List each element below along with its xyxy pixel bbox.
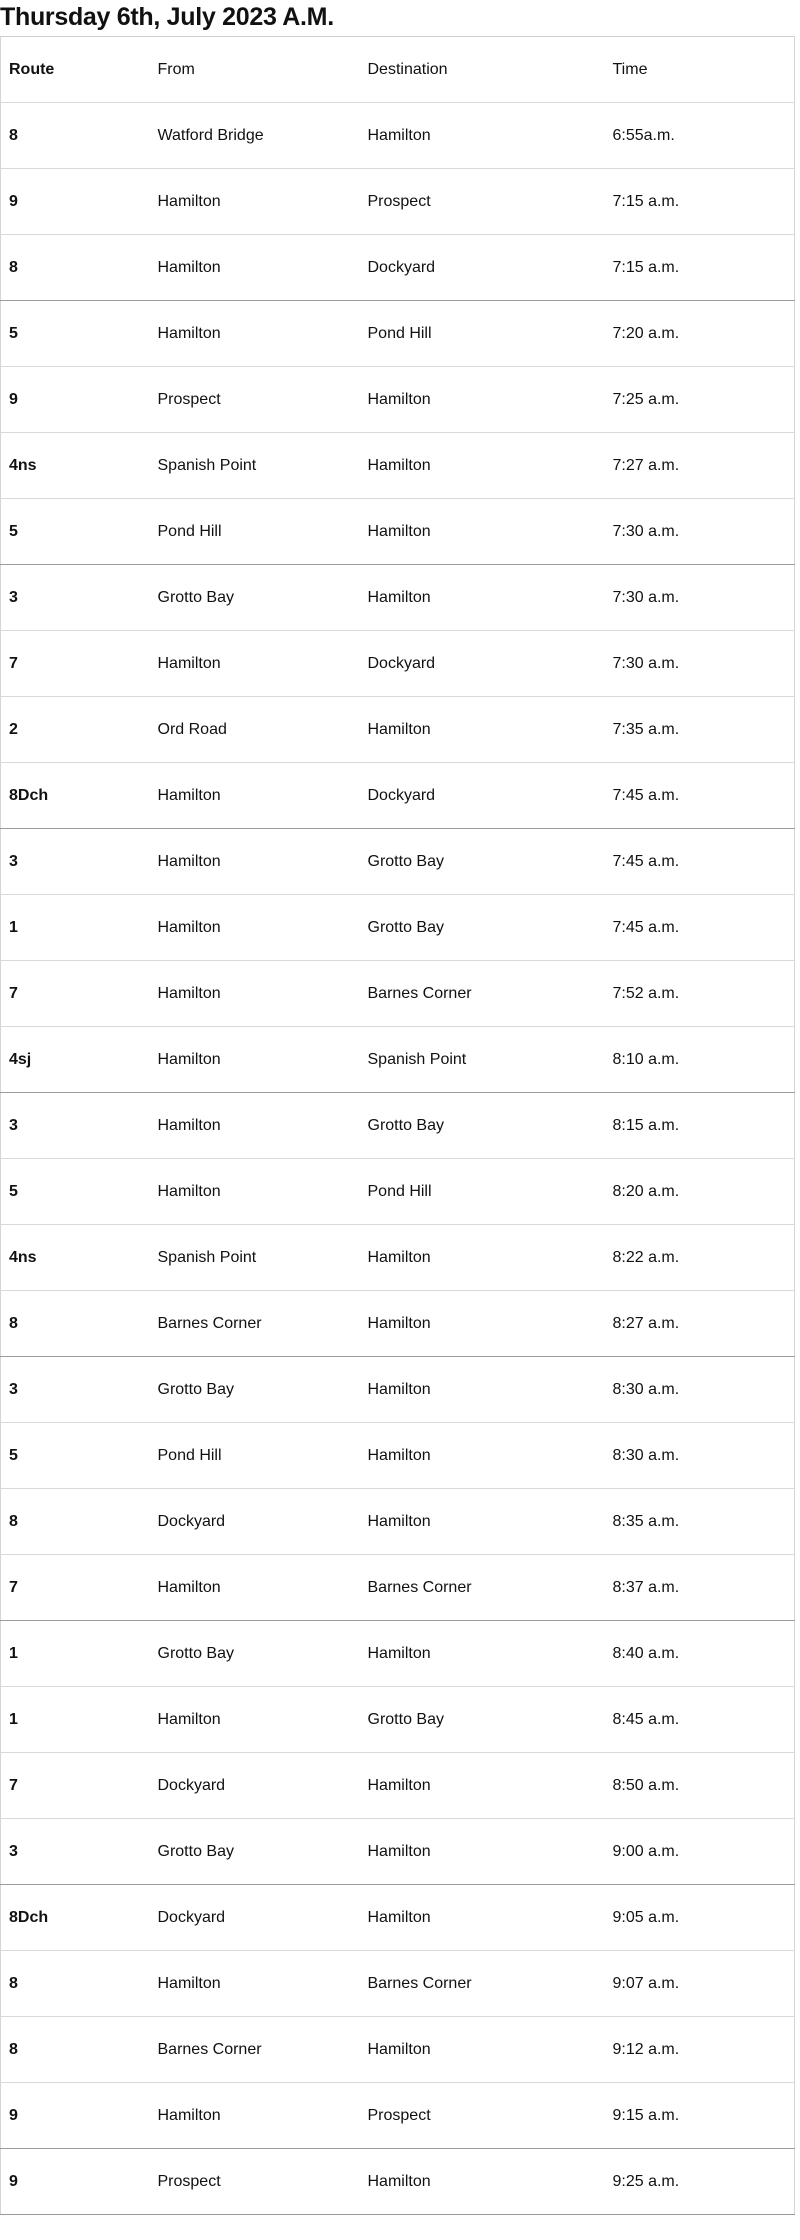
- table-row: [1, 961, 795, 1027]
- from-cell: Ord Road: [150, 697, 360, 763]
- from-cell: Hamilton: [150, 1159, 360, 1225]
- route-cell: 4ns: [1, 433, 150, 499]
- destination-cell: Hamilton: [360, 103, 605, 169]
- from-cell: Prospect: [150, 2149, 360, 2215]
- time-cell: 7:20 a.m.: [605, 301, 795, 367]
- time-cell: 7:15 a.m.: [605, 169, 795, 235]
- destination-cell: Grotto Bay: [360, 895, 605, 961]
- destination-cell: Barnes Corner: [360, 1555, 605, 1621]
- destination-cell: Hamilton: [360, 1753, 605, 1819]
- time-cell: 8:27 a.m.: [605, 1291, 795, 1357]
- table-row: [1, 1159, 795, 1225]
- table-row: [1, 895, 795, 961]
- time-cell: 7:25 a.m.: [605, 367, 795, 433]
- from-cell: Watford Bridge: [150, 103, 360, 169]
- route-cell: 4sj: [1, 1027, 150, 1093]
- destination-cell: Hamilton: [360, 1489, 605, 1555]
- time-cell: 8:40 a.m.: [605, 1621, 795, 1687]
- time-cell: 7:15 a.m.: [605, 235, 795, 301]
- table-row: [1, 169, 795, 235]
- route-cell: 8Dch: [1, 763, 150, 829]
- from-cell: Barnes Corner: [150, 2017, 360, 2083]
- from-cell: Dockyard: [150, 1489, 360, 1555]
- column-header-route: Route: [1, 37, 150, 103]
- table-row: [1, 367, 795, 433]
- table-row: [1, 763, 795, 829]
- table-row: [1, 1819, 795, 1885]
- table-row: [1, 2017, 795, 2083]
- destination-cell: Hamilton: [360, 697, 605, 763]
- from-cell: Hamilton: [150, 301, 360, 367]
- route-cell: 7: [1, 1753, 150, 1819]
- from-cell: Barnes Corner: [150, 1291, 360, 1357]
- time-cell: 7:27 a.m.: [605, 433, 795, 499]
- table-row: [1, 433, 795, 499]
- route-cell: 9: [1, 367, 150, 433]
- destination-cell: Grotto Bay: [360, 829, 605, 895]
- table-row: [1, 1951, 795, 2017]
- table-row: [1, 1291, 795, 1357]
- route-cell: 5: [1, 499, 150, 565]
- route-cell: 1: [1, 1621, 150, 1687]
- from-cell: Hamilton: [150, 1555, 360, 1621]
- destination-cell: Hamilton: [360, 2017, 605, 2083]
- from-cell: Pond Hill: [150, 1423, 360, 1489]
- destination-cell: Barnes Corner: [360, 1951, 605, 2017]
- time-cell: 8:20 a.m.: [605, 1159, 795, 1225]
- from-cell: Pond Hill: [150, 499, 360, 565]
- route-cell: 3: [1, 1357, 150, 1423]
- route-cell: 8: [1, 1489, 150, 1555]
- destination-cell: Hamilton: [360, 433, 605, 499]
- table-row: [1, 1489, 795, 1555]
- time-cell: 9:12 a.m.: [605, 2017, 795, 2083]
- time-cell: 9:05 a.m.: [605, 1885, 795, 1951]
- table-header-row: [1, 37, 795, 103]
- route-cell: 5: [1, 1159, 150, 1225]
- table-row: [1, 1093, 795, 1159]
- from-cell: Hamilton: [150, 631, 360, 697]
- table-row: [1, 2149, 795, 2215]
- time-cell: 7:30 a.m.: [605, 631, 795, 697]
- time-cell: 7:35 a.m.: [605, 697, 795, 763]
- destination-cell: Spanish Point: [360, 1027, 605, 1093]
- destination-cell: Hamilton: [360, 1819, 605, 1885]
- table-row: [1, 301, 795, 367]
- destination-cell: Hamilton: [360, 1423, 605, 1489]
- from-cell: Hamilton: [150, 961, 360, 1027]
- time-cell: 7:45 a.m.: [605, 895, 795, 961]
- route-cell: 1: [1, 1687, 150, 1753]
- time-cell: 7:30 a.m.: [605, 499, 795, 565]
- table-row: [1, 565, 795, 631]
- route-cell: 8: [1, 103, 150, 169]
- time-cell: 8:35 a.m.: [605, 1489, 795, 1555]
- route-cell: 5: [1, 1423, 150, 1489]
- page-title: Thursday 6th, July 2023 A.M.: [0, 3, 334, 31]
- from-cell: Dockyard: [150, 1885, 360, 1951]
- table-row: [1, 1555, 795, 1621]
- route-cell: 7: [1, 631, 150, 697]
- destination-cell: Grotto Bay: [360, 1687, 605, 1753]
- from-cell: Hamilton: [150, 169, 360, 235]
- destination-cell: Dockyard: [360, 235, 605, 301]
- from-cell: Hamilton: [150, 2083, 360, 2149]
- from-cell: Hamilton: [150, 1687, 360, 1753]
- destination-cell: Hamilton: [360, 1291, 605, 1357]
- time-cell: 9:25 a.m.: [605, 2149, 795, 2215]
- route-cell: 3: [1, 1093, 150, 1159]
- destination-cell: Hamilton: [360, 565, 605, 631]
- time-cell: 7:30 a.m.: [605, 565, 795, 631]
- table-row: [1, 1225, 795, 1291]
- from-cell: Hamilton: [150, 895, 360, 961]
- destination-cell: Hamilton: [360, 1225, 605, 1291]
- from-cell: Prospect: [150, 367, 360, 433]
- route-cell: 7: [1, 1555, 150, 1621]
- column-header-from: From: [150, 37, 360, 103]
- bus-schedule-table: [0, 36, 795, 2215]
- from-cell: Grotto Bay: [150, 1357, 360, 1423]
- route-cell: 8: [1, 235, 150, 301]
- time-cell: 8:30 a.m.: [605, 1423, 795, 1489]
- time-cell: 7:45 a.m.: [605, 763, 795, 829]
- table-row: [1, 1357, 795, 1423]
- time-cell: 8:22 a.m.: [605, 1225, 795, 1291]
- table-row: [1, 103, 795, 169]
- time-cell: 8:37 a.m.: [605, 1555, 795, 1621]
- route-cell: 9: [1, 2149, 150, 2215]
- table-row: [1, 235, 795, 301]
- destination-cell: Dockyard: [360, 631, 605, 697]
- destination-cell: Barnes Corner: [360, 961, 605, 1027]
- time-cell: 9:07 a.m.: [605, 1951, 795, 2017]
- time-cell: 8:15 a.m.: [605, 1093, 795, 1159]
- table-row: [1, 1885, 795, 1951]
- table-row: [1, 1753, 795, 1819]
- route-cell: 3: [1, 1819, 150, 1885]
- time-cell: 7:45 a.m.: [605, 829, 795, 895]
- table-row: [1, 829, 795, 895]
- from-cell: Hamilton: [150, 1951, 360, 2017]
- table-row: [1, 1027, 795, 1093]
- from-cell: Grotto Bay: [150, 1819, 360, 1885]
- table-row: [1, 1687, 795, 1753]
- from-cell: Spanish Point: [150, 433, 360, 499]
- route-cell: 8: [1, 2017, 150, 2083]
- route-cell: 8: [1, 1291, 150, 1357]
- route-cell: 3: [1, 565, 150, 631]
- time-cell: 9:00 a.m.: [605, 1819, 795, 1885]
- time-cell: 8:10 a.m.: [605, 1027, 795, 1093]
- from-cell: Dockyard: [150, 1753, 360, 1819]
- route-cell: 9: [1, 2083, 150, 2149]
- route-cell: 3: [1, 829, 150, 895]
- route-cell: 2: [1, 697, 150, 763]
- table-row: [1, 499, 795, 565]
- from-cell: Grotto Bay: [150, 565, 360, 631]
- table-row: [1, 2083, 795, 2149]
- table-row: [1, 697, 795, 763]
- route-cell: 1: [1, 895, 150, 961]
- table-row: [1, 1423, 795, 1489]
- from-cell: Hamilton: [150, 1093, 360, 1159]
- destination-cell: Hamilton: [360, 499, 605, 565]
- destination-cell: Prospect: [360, 169, 605, 235]
- destination-cell: Hamilton: [360, 367, 605, 433]
- destination-cell: Prospect: [360, 2083, 605, 2149]
- from-cell: Grotto Bay: [150, 1621, 360, 1687]
- from-cell: Spanish Point: [150, 1225, 360, 1291]
- time-cell: 7:52 a.m.: [605, 961, 795, 1027]
- route-cell: 8: [1, 1951, 150, 2017]
- table-row: [1, 1621, 795, 1687]
- destination-cell: Dockyard: [360, 763, 605, 829]
- destination-cell: Pond Hill: [360, 1159, 605, 1225]
- destination-cell: Grotto Bay: [360, 1093, 605, 1159]
- time-cell: 8:45 a.m.: [605, 1687, 795, 1753]
- table-row: [1, 631, 795, 697]
- time-cell: 6:55a.m.: [605, 103, 795, 169]
- from-cell: Hamilton: [150, 1027, 360, 1093]
- destination-cell: Hamilton: [360, 1885, 605, 1951]
- route-cell: 8Dch: [1, 1885, 150, 1951]
- column-header-destination: Destination: [360, 37, 605, 103]
- destination-cell: Pond Hill: [360, 301, 605, 367]
- route-cell: 9: [1, 169, 150, 235]
- time-cell: 8:30 a.m.: [605, 1357, 795, 1423]
- column-header-time: Time: [605, 37, 795, 103]
- destination-cell: Hamilton: [360, 1357, 605, 1423]
- from-cell: Hamilton: [150, 763, 360, 829]
- route-cell: 4ns: [1, 1225, 150, 1291]
- from-cell: Hamilton: [150, 235, 360, 301]
- route-cell: 7: [1, 961, 150, 1027]
- route-cell: 5: [1, 301, 150, 367]
- time-cell: 8:50 a.m.: [605, 1753, 795, 1819]
- from-cell: Hamilton: [150, 829, 360, 895]
- destination-cell: Hamilton: [360, 2149, 605, 2215]
- time-cell: 9:15 a.m.: [605, 2083, 795, 2149]
- destination-cell: Hamilton: [360, 1621, 605, 1687]
